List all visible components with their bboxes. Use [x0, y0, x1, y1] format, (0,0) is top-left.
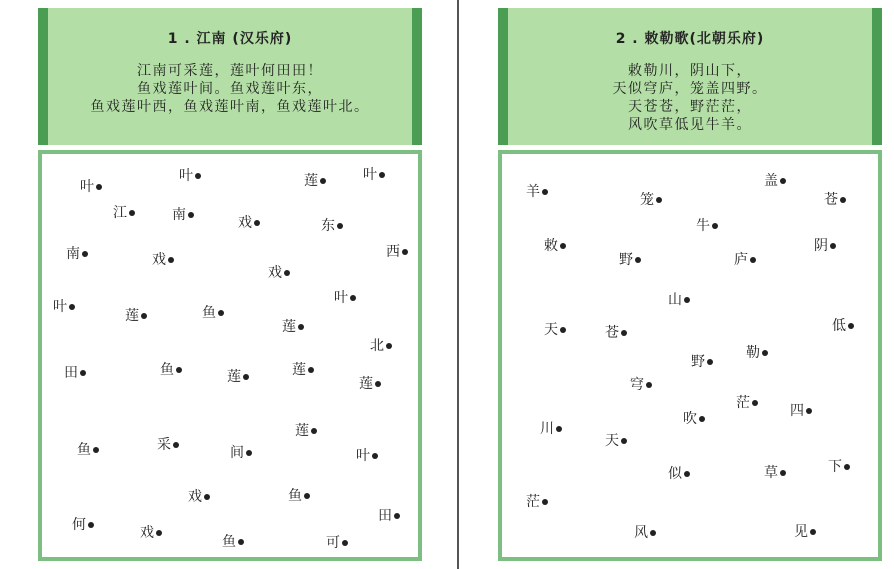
character-tile[interactable]	[526, 494, 548, 510]
connect-dot-icon[interactable]	[830, 243, 836, 249]
character-label: 莲	[282, 319, 296, 335]
character-tile[interactable]	[66, 246, 88, 262]
connect-dot-icon[interactable]	[621, 330, 627, 336]
character-tile[interactable]	[691, 354, 713, 370]
character-label: 似	[668, 466, 682, 482]
character-tile[interactable]	[152, 252, 174, 268]
character-label: 低	[832, 318, 846, 334]
character-label: 戏	[238, 215, 252, 231]
connect-dot-icon[interactable]	[750, 257, 756, 263]
poem-text	[508, 62, 872, 134]
character-tile[interactable]	[230, 445, 252, 461]
character-tile[interactable]	[696, 218, 718, 234]
character-tile[interactable]	[157, 437, 179, 453]
poem-title: 1 . 江南 (汉乐府)	[167, 31, 293, 47]
poem-line: 天苍苍，野茫茫，	[628, 99, 752, 115]
connect-dot-icon[interactable]	[707, 359, 713, 365]
connect-dot-icon[interactable]	[284, 270, 290, 276]
character-label: 叶	[53, 299, 67, 315]
connect-dot-icon[interactable]	[386, 343, 392, 349]
connect-dot-icon[interactable]	[80, 370, 86, 376]
character-tile[interactable]	[540, 421, 562, 437]
character-tile[interactable]	[238, 215, 260, 231]
character-label: 戏	[152, 252, 166, 268]
character-tile[interactable]	[794, 524, 816, 540]
character-tile[interactable]	[734, 252, 756, 268]
connect-dot-icon[interactable]	[621, 438, 627, 444]
character-label: 川	[540, 421, 554, 437]
connect-dot-icon[interactable]	[168, 257, 174, 263]
character-tile[interactable]	[764, 465, 786, 481]
connect-dot-icon[interactable]	[752, 400, 758, 406]
connect-dot-icon[interactable]	[712, 223, 718, 229]
character-tile[interactable]	[544, 322, 566, 338]
connect-dot-icon[interactable]	[308, 367, 314, 373]
character-tile[interactable]	[363, 167, 385, 183]
connect-dot-icon[interactable]	[810, 529, 816, 535]
character-label: 叶	[334, 290, 348, 306]
character-tile[interactable]	[140, 525, 162, 541]
connect-dot-icon[interactable]	[762, 350, 768, 356]
character-tile[interactable]	[326, 535, 348, 551]
connect-dot-icon[interactable]	[656, 197, 662, 203]
character-tile[interactable]	[828, 459, 850, 475]
character-label: 戏	[140, 525, 154, 541]
connect-dot-icon[interactable]	[379, 172, 385, 178]
character-label: 勒	[746, 345, 760, 361]
connect-dot-icon[interactable]	[246, 450, 252, 456]
poem-line: 鱼戏莲叶西，鱼戏莲叶南，鱼戏莲叶北。	[90, 99, 370, 115]
character-tile[interactable]	[640, 192, 662, 208]
connect-dot-icon[interactable]	[188, 212, 194, 218]
connect-dot-icon[interactable]	[699, 416, 705, 422]
connect-dot-icon[interactable]	[195, 173, 201, 179]
character-tile[interactable]	[179, 168, 201, 184]
right-panel	[498, 0, 882, 569]
connect-dot-icon[interactable]	[646, 382, 652, 388]
character-tile[interactable]	[160, 362, 182, 378]
character-tile[interactable]	[526, 184, 548, 200]
character-label: 穹	[630, 377, 644, 393]
connect-dot-icon[interactable]	[848, 323, 854, 329]
connect-dot-icon[interactable]	[69, 304, 75, 310]
connect-dot-icon[interactable]	[254, 220, 260, 226]
character-label: 莲	[125, 308, 139, 324]
character-tile[interactable]	[736, 395, 758, 411]
panel-divider	[457, 0, 459, 569]
character-label: 鱼	[222, 534, 236, 550]
character-tile[interactable]	[386, 244, 408, 260]
character-tile[interactable]	[202, 305, 224, 321]
character-label: 田	[378, 508, 392, 524]
character-tile[interactable]	[53, 299, 75, 315]
character-label: 苍	[824, 192, 838, 208]
character-label: 见	[794, 524, 808, 540]
character-tile[interactable]	[125, 308, 147, 324]
character-tile[interactable]	[683, 411, 705, 427]
character-tile[interactable]	[295, 423, 317, 439]
character-label: 天	[544, 322, 558, 338]
character-label: 天	[605, 433, 619, 449]
character-board-jiangnan	[38, 150, 422, 561]
connect-dot-icon[interactable]	[650, 530, 656, 536]
connect-dot-icon[interactable]	[350, 295, 356, 301]
connect-dot-icon[interactable]	[218, 310, 224, 316]
connect-dot-icon[interactable]	[311, 428, 317, 434]
character-tile[interactable]	[746, 345, 768, 361]
character-label: 茫	[736, 395, 750, 411]
character-tile[interactable]	[634, 525, 656, 541]
character-label: 苍	[605, 325, 619, 341]
connect-dot-icon[interactable]	[129, 210, 135, 216]
poem-line: 风吹草低见牛羊。	[628, 117, 752, 133]
poem-card-jiangnan	[38, 8, 422, 145]
connect-dot-icon[interactable]	[844, 464, 850, 470]
connect-dot-icon[interactable]	[684, 297, 690, 303]
connect-dot-icon[interactable]	[88, 522, 94, 528]
character-label: 野	[619, 252, 633, 268]
character-label: 庐	[734, 252, 748, 268]
character-label: 南	[172, 207, 186, 223]
character-label: 吹	[683, 411, 697, 427]
poem-title: 2 . 敕勒歌(北朝乐府)	[615, 31, 765, 47]
character-tile[interactable]	[292, 362, 314, 378]
character-label: 南	[66, 246, 80, 262]
connect-dot-icon[interactable]	[542, 499, 548, 505]
connect-dot-icon[interactable]	[173, 442, 179, 448]
character-label: 敕	[544, 238, 558, 254]
poem-text	[48, 62, 412, 116]
connect-dot-icon[interactable]	[320, 178, 326, 184]
character-label: 风	[634, 525, 648, 541]
character-tile[interactable]	[334, 290, 356, 306]
character-tile[interactable]	[359, 376, 381, 392]
character-tile[interactable]	[630, 377, 652, 393]
character-label: 野	[691, 354, 705, 370]
character-tile[interactable]	[370, 338, 392, 354]
poem-line: 敕勒川，阴山下，	[628, 63, 752, 79]
character-label: 阴	[814, 238, 828, 254]
character-label: 可	[326, 535, 340, 551]
character-label: 北	[370, 338, 384, 354]
connect-dot-icon[interactable]	[560, 327, 566, 333]
character-tile[interactable]	[378, 508, 400, 524]
connect-dot-icon[interactable]	[402, 249, 408, 255]
poem-line: 鱼戏莲叶间。鱼戏莲叶东，	[137, 81, 323, 97]
connect-dot-icon[interactable]	[82, 251, 88, 257]
character-tile[interactable]	[321, 218, 343, 234]
connect-dot-icon[interactable]	[93, 447, 99, 453]
character-tile[interactable]	[288, 488, 310, 504]
character-tile[interactable]	[304, 173, 326, 189]
character-label: 鱼	[160, 362, 174, 378]
character-tile[interactable]	[605, 325, 627, 341]
character-tile[interactable]	[64, 365, 86, 381]
character-label: 羊	[526, 184, 540, 200]
connect-dot-icon[interactable]	[176, 367, 182, 373]
character-label: 戏	[188, 489, 202, 505]
character-tile[interactable]	[619, 252, 641, 268]
character-label: 莲	[359, 376, 373, 392]
connect-dot-icon[interactable]	[560, 243, 566, 249]
character-label: 鱼	[288, 488, 302, 504]
character-label: 何	[72, 517, 86, 533]
connect-dot-icon[interactable]	[840, 197, 846, 203]
character-label: 草	[764, 465, 778, 481]
character-label: 莲	[295, 423, 309, 439]
character-label: 鱼	[77, 442, 91, 458]
character-label: 叶	[363, 167, 377, 183]
poem-card-chilege	[498, 8, 882, 145]
character-tile[interactable]	[668, 466, 690, 482]
character-label: 四	[790, 403, 804, 419]
connect-dot-icon[interactable]	[780, 470, 786, 476]
character-label: 莲	[304, 173, 318, 189]
character-label: 采	[157, 437, 171, 453]
connect-dot-icon[interactable]	[337, 223, 343, 229]
character-label: 莲	[227, 369, 241, 385]
character-tile[interactable]	[605, 433, 627, 449]
connect-dot-icon[interactable]	[238, 539, 244, 545]
character-tile[interactable]	[222, 534, 244, 550]
connect-dot-icon[interactable]	[684, 471, 690, 477]
connect-dot-icon[interactable]	[372, 453, 378, 459]
character-label: 牛	[696, 218, 710, 234]
character-tile[interactable]	[72, 517, 94, 533]
character-tile[interactable]	[814, 238, 836, 254]
character-label: 江	[113, 205, 127, 221]
connect-dot-icon[interactable]	[304, 493, 310, 499]
poem-line: 天似穹庐，笼盖四野。	[612, 81, 768, 97]
character-tile[interactable]	[77, 442, 99, 458]
character-label: 鱼	[202, 305, 216, 321]
connect-dot-icon[interactable]	[342, 540, 348, 546]
character-tile[interactable]	[113, 205, 135, 221]
character-tile[interactable]	[172, 207, 194, 223]
character-tile[interactable]	[80, 179, 102, 195]
character-label: 叶	[80, 179, 94, 195]
character-label: 戏	[268, 265, 282, 281]
connect-dot-icon[interactable]	[542, 189, 548, 195]
connect-dot-icon[interactable]	[635, 257, 641, 263]
character-tile[interactable]	[282, 319, 304, 335]
connect-dot-icon[interactable]	[243, 374, 249, 380]
character-tile[interactable]	[544, 238, 566, 254]
poem-line: 江南可采莲，莲叶何田田！	[137, 63, 323, 79]
character-tile[interactable]	[668, 292, 690, 308]
character-label: 莲	[292, 362, 306, 378]
character-label: 西	[386, 244, 400, 260]
character-tile[interactable]	[356, 448, 378, 464]
connect-dot-icon[interactable]	[375, 381, 381, 387]
character-label: 下	[828, 459, 842, 475]
character-board-chilege	[498, 150, 882, 561]
character-label: 间	[230, 445, 244, 461]
character-tile[interactable]	[790, 403, 812, 419]
character-tile[interactable]	[764, 173, 786, 189]
character-tile[interactable]	[227, 369, 249, 385]
left-panel	[38, 0, 422, 569]
connect-dot-icon[interactable]	[204, 494, 210, 500]
connect-dot-icon[interactable]	[806, 408, 812, 414]
character-tile[interactable]	[824, 192, 846, 208]
connect-dot-icon[interactable]	[556, 426, 562, 432]
connect-dot-icon[interactable]	[394, 513, 400, 519]
character-label: 笼	[640, 192, 654, 208]
character-label: 叶	[179, 168, 193, 184]
character-tile[interactable]	[268, 265, 290, 281]
character-tile[interactable]	[188, 489, 210, 505]
character-label: 田	[64, 365, 78, 381]
connect-dot-icon[interactable]	[780, 178, 786, 184]
character-tile[interactable]	[832, 318, 854, 334]
connect-dot-icon[interactable]	[156, 530, 162, 536]
connect-dot-icon[interactable]	[141, 313, 147, 319]
character-label: 叶	[356, 448, 370, 464]
connect-dot-icon[interactable]	[96, 184, 102, 190]
character-label: 茫	[526, 494, 540, 510]
connect-dot-icon[interactable]	[298, 324, 304, 330]
character-label: 东	[321, 218, 335, 234]
character-label: 盖	[764, 173, 778, 189]
character-label: 山	[668, 292, 682, 308]
